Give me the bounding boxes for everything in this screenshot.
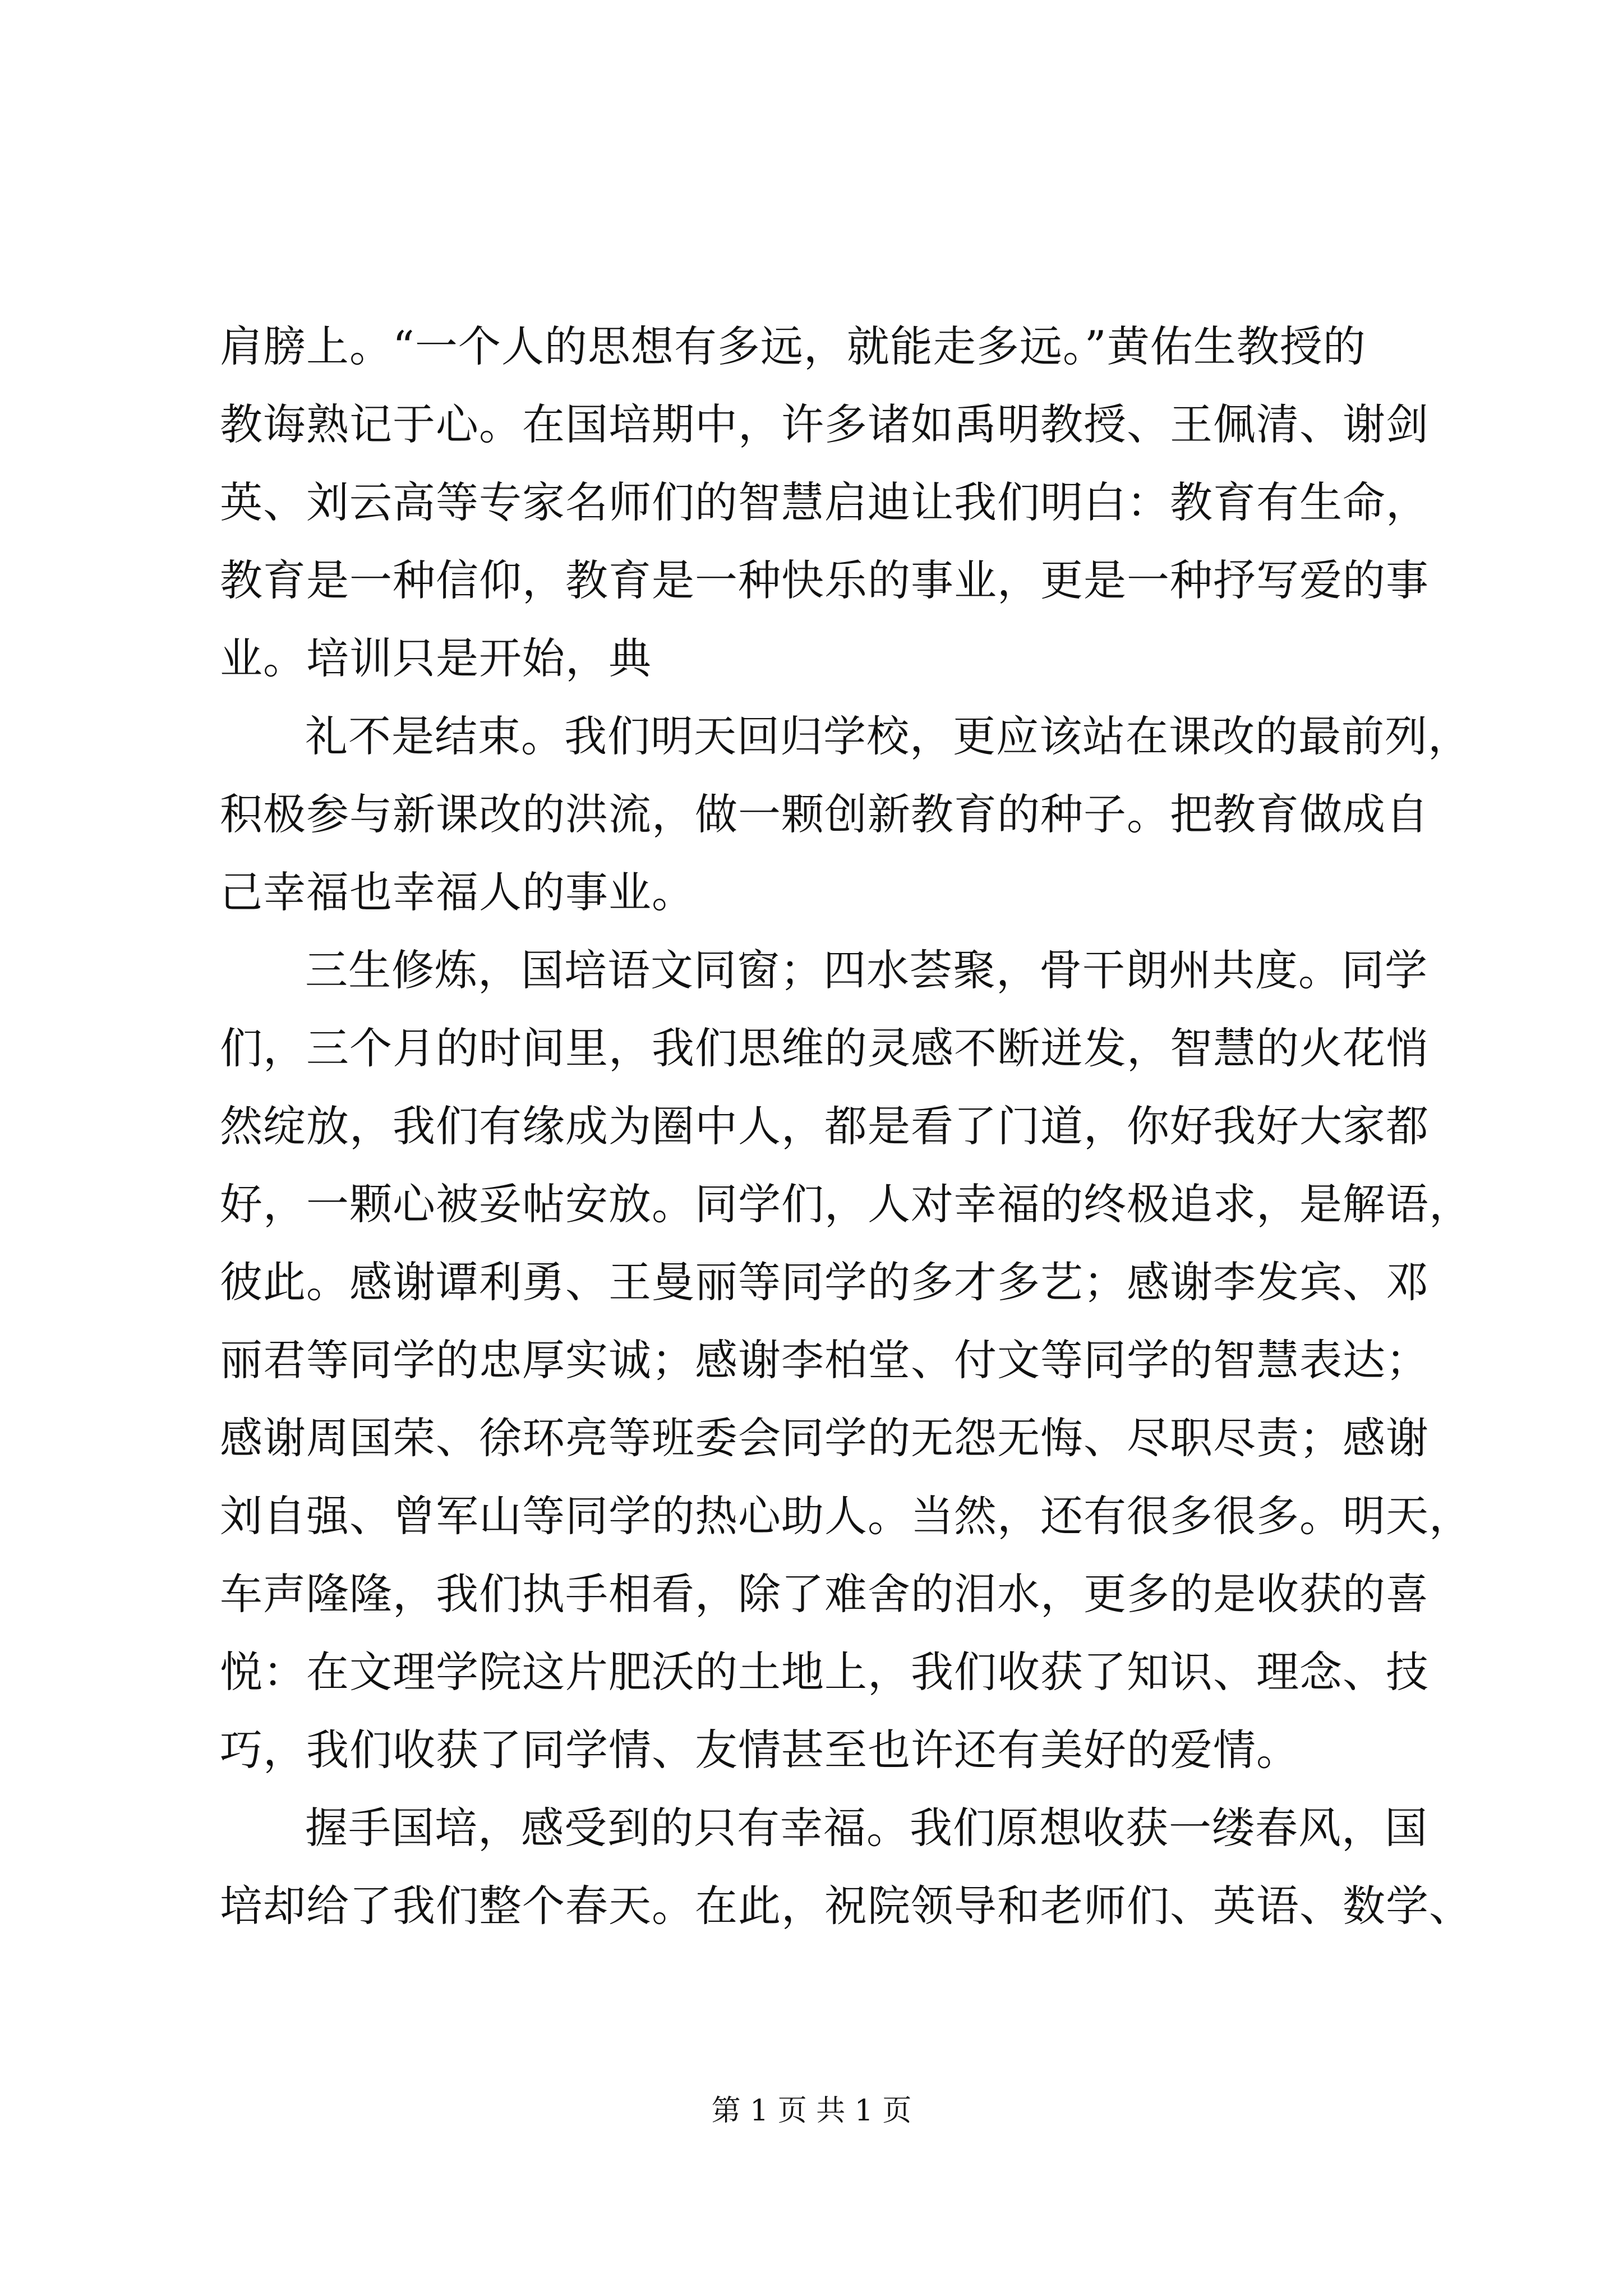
text-line: 车声隆隆，我们执手相看，除了难舍的泪水，更多的是收获的喜	[220, 1569, 1429, 1619]
text-line: 刘自强、曾军山等同学的热心助人。当然，还有很多很多。明天，	[220, 1491, 1472, 1541]
page-footer	[0, 2091, 1623, 2131]
text-line: 教育是一种信仰，教育是一种快乐的事业，更是一种抒写爱的事	[220, 555, 1429, 605]
text-line: 教诲熟记于心。在国培期中，许多诸如禹明教授、王佩清、谢剑	[220, 399, 1429, 449]
paragraph-first-line: 三生修炼，国培语文同窗；四水荟聚，骨干朗州共度。同学	[305, 945, 1428, 995]
body-text	[220, 307, 1472, 1945]
text-line: 们，三个月的时间里，我们思维的灵感不断迸发，智慧的火花悄	[220, 1023, 1429, 1073]
paragraph-first-line: 礼不是结束。我们明天回归学校，更应该站在课改的最前列，	[305, 711, 1471, 761]
text-line: 然绽放，我们有缘成为圈中人，都是看了门道，你好我好大家都	[220, 1101, 1429, 1151]
page-number-label: 第 1 页 共 1 页	[711, 2094, 912, 2128]
text-line: 彼此。感谢谭利勇、王曼丽等同学的多才多艺；感谢李发宾、邓	[220, 1257, 1429, 1307]
text-line: 丽君等同学的忠厚实诚；感谢李柏堂、付文等同学的智慧表达；	[220, 1335, 1429, 1385]
text-line: 悦：在文理学院这片肥沃的土地上，我们收获了知识、理念、技	[220, 1647, 1429, 1697]
text-line: 培却给了我们整个春天。在此，祝院领导和老师们、英语、数学、	[220, 1881, 1472, 1931]
text-line: 英、刘云高等专家名师们的智慧启迪让我们明白：教育有生命，	[220, 477, 1429, 527]
text-line: 好，一颗心被妥帖安放。同学们，人对幸福的终极追求，是解语，	[220, 1179, 1472, 1229]
paragraph-first-line: 握手国培，感受到的只有幸福。我们原想收获一缕春风，国	[305, 1803, 1428, 1853]
text-line: 肩膀上。“一个人的思想有多远，就能走多远。”黄佑生教授的	[220, 321, 1366, 371]
text-line: 巧，我们收获了同学情、友情甚至也许还有美好的爱情。	[220, 1725, 1299, 1775]
text-line: 己幸福也幸福人的事业。	[220, 867, 695, 917]
text-line: 业。培训只是开始，典	[220, 633, 652, 683]
text-line: 积极参与新课改的洪流，做一颗创新教育的种子。把教育做成自	[220, 789, 1429, 839]
text-line: 感谢周国荣、徐环亮等班委会同学的无怨无悔、尽职尽责；感谢	[220, 1413, 1429, 1463]
